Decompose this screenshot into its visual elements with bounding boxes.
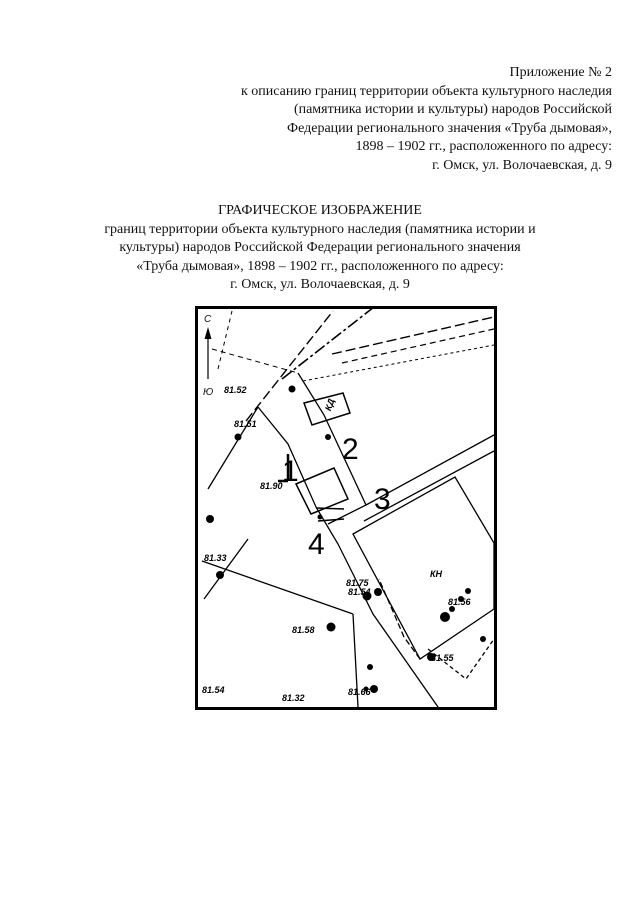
- map-drawing: [198, 309, 494, 707]
- annex-line: г. Омск, ул. Волочаевская, д. 9: [432, 157, 612, 173]
- heading-line: «Труба дымовая», 1898 – 1902 гг., расположенного по адресу:: [136, 258, 504, 274]
- boundary-point-label: 3: [374, 483, 391, 516]
- annex-line: (памятника истории и культуры) народов Российской: [293, 102, 612, 117]
- cadastral-label: 81.55: [431, 653, 454, 663]
- heading-line: г. Омск, ул. Волочаевская, д. 9: [230, 277, 410, 292]
- cadastral-label: 81.58: [292, 625, 315, 635]
- cadastral-label: 81.75: [346, 578, 369, 588]
- cadastral-label: 81.32: [282, 693, 305, 703]
- boundary-point-label: 2: [342, 433, 359, 466]
- boundary-point-label: 1: [282, 455, 299, 488]
- heading-line: культуры) народов Российской Федерации регионального значения: [119, 240, 521, 255]
- annex-line: Федерации регионального значения «Труба дымовая»,: [287, 120, 612, 136]
- document-title: ГРАФИЧЕСКОЕ ИЗОБРАЖЕНИЕ: [218, 203, 422, 218]
- annex-line: 1898 – 1902 гг., расположенного по адресу:: [355, 139, 612, 154]
- cadastral-label: КН: [430, 569, 443, 579]
- annex-line: Приложение № 2: [509, 65, 612, 80]
- heading-line: границ территории объекта культурного наследия (памятника истории и: [104, 221, 536, 237]
- boundary-point-label: 4: [308, 528, 325, 561]
- cadastral-label: 81.33: [204, 553, 227, 563]
- boundary-points: [278, 386, 391, 562]
- document-heading: [60, 202, 580, 295]
- annex-line: к описанию границ территории объекта культурного наследия: [241, 83, 612, 99]
- cadastral-map: [195, 306, 497, 710]
- cadastral-label: 81.66: [348, 687, 371, 697]
- south-label: Ю: [203, 387, 214, 398]
- cadastral-label: 81.54: [202, 685, 225, 695]
- cadastral-label: 81.56: [448, 597, 471, 607]
- cadastral-label: 81.90: [260, 481, 283, 491]
- north-label: С: [204, 314, 212, 325]
- cadastral-label: 81.52: [224, 385, 247, 395]
- street-lines: [212, 309, 494, 421]
- cadastral-label: 81.51: [234, 419, 257, 429]
- annex-header: [172, 64, 612, 175]
- north-arrow-icon: [203, 314, 213, 398]
- cadastral-label: КД: [322, 397, 337, 413]
- cadastral-label: 81.54: [348, 587, 371, 597]
